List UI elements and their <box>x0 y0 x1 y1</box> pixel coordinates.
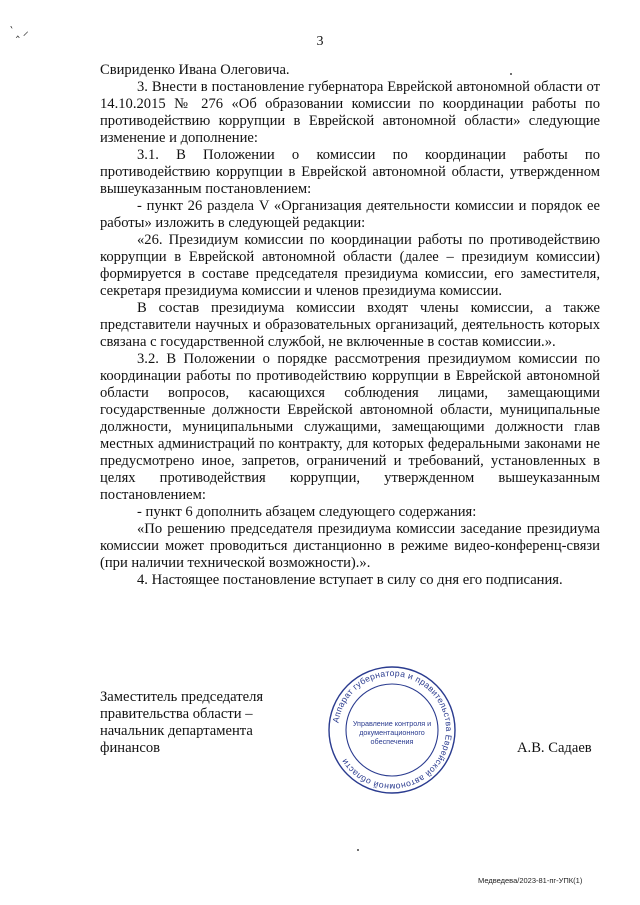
document-reference: Медведева/2023-81-пг-УПК(1) <box>478 876 583 885</box>
signature-position <box>100 689 330 757</box>
document-body <box>100 62 600 589</box>
svg-text:Аппарат губернатора и правител: Аппарат губернатора и правительства Еврейской автономной области <box>330 667 455 793</box>
signature-position-line: начальник департамента <box>100 723 253 739</box>
svg-text:Управление контроля и: Управление контроля и <box>352 719 432 728</box>
paragraph: 3.1. В Положении о комиссии по координации работы по противодействию коррупции в Еврейской автономной области, утвержденном вышеуказанным постановлением: <box>100 147 600 197</box>
signature-position-line: правительства области – <box>100 706 253 722</box>
signature-position-line: Заместитель председателя <box>100 689 264 705</box>
official-seal-stamp <box>327 665 457 795</box>
paragraph: В состав президиума комиссии входят члены комиссии, а также представители научных и образовательных организаций, деятельность которых связана с государственной службой, не включенные в состав комиссии.». <box>100 300 600 350</box>
scan-speck <box>510 73 512 75</box>
paragraph: - пункт 26 раздела V «Организация деятельности комиссии и порядок ее работы» изложить в следующей редакции: <box>100 198 600 231</box>
paragraph: «По решению председателя президиума комиссии заседание президиума комиссии может проводиться дистанционно в режиме видео-конференц-связи (при наличии технической возможности).». <box>100 521 600 571</box>
svg-text:обеспечения: обеспечения <box>370 737 414 746</box>
svg-text:документационного: документационного <box>359 728 425 737</box>
signer-name: А.В. Садаев <box>517 740 592 756</box>
paragraph: 3. Внести в постановление губернатора Еврейской автономной области от 14.10.2015 № 276 «Об образовании комиссии по координации работы по противодействию коррупции в Еврейской автономной области» следующие изменение и дополнение: <box>100 79 600 146</box>
paragraph: 4. Настоящее постановление вступает в силу со дня его подписания. <box>137 572 563 588</box>
scan-speck <box>357 849 359 851</box>
page-number: 3 <box>316 34 324 49</box>
paragraph: 3.2. В Положении о порядке рассмотрения президиумом комиссии по координации работы по противодействию коррупции в Еврейской автономной области вопросов, касающихся соблюдения лицами, замещающими государственные должности Еврейской автономной области, муниципальные должности, муниципальными служащими, замещающими должности глав местных администраций по контракту, для которых федеральными законами не предусмотрено иное, запретов, ограничений и требований, установленных в целях противодействия коррупции, утвержденном вышеуказанным постановлением: <box>100 351 600 503</box>
paragraph: «26. Президиум комиссии по координации работы по противодействию коррупции в Еврейской автономной области (далее – президиум комиссии) формируется в составе председателя президиума комиссии, его заместителя, секретаря президиума комиссии и членов президиума комиссии. <box>100 232 600 299</box>
paragraph: - пункт 6 дополнить абзацем следующего содержания: <box>137 504 477 520</box>
scan-artifact: ‵ ‸ ⸝ <box>10 24 29 38</box>
paragraph: Свириденко Ивана Олеговича. <box>100 62 290 78</box>
signature-position-line: финансов <box>100 740 161 756</box>
